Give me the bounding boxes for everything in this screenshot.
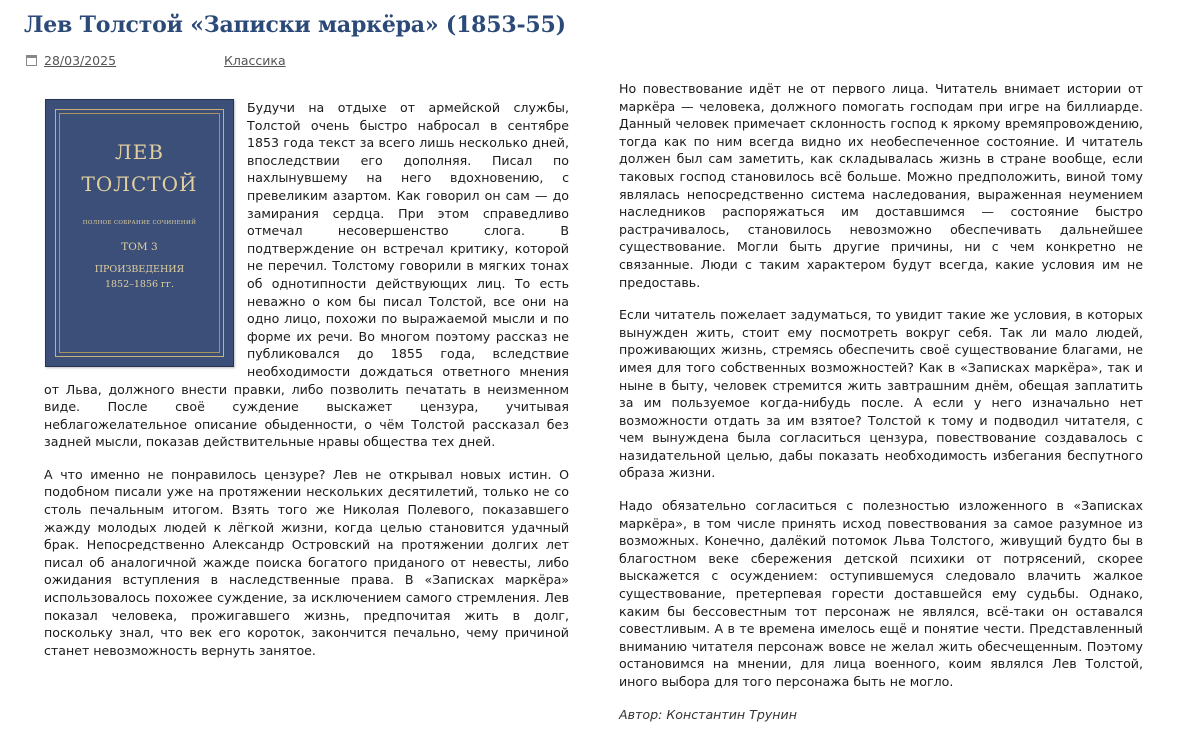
article-column-left: [44, 99, 569, 674]
cover-author-last: ТОЛСТОЙ: [81, 172, 198, 196]
paragraph: Если читатель пожелает задуматься, то увидит такие же условия, в которых вынужден жить, стоит ему посмотреть вокруг себя. Так ли мало людей, проживающих жизнь, стремясь обеспечить своё существование благами, не имея для того собственных возможностей? Как в «Записках маркёра», так и ныне в быту, человек стремится жить завтрашним днём, обещая заплатить за им пользуемое когда-нибудь после. А если у него изначально нет возможности отдать за им взятое? Толстой к тому и подводил читателя, с чем вынуждена была согласиться цензура, повествование создавалось с назидательной целью, дабы показать необходимость избегания беспутного образа жизни.: [619, 307, 1143, 481]
cover-author-first: ЛЕВ: [115, 140, 164, 164]
post-date-link[interactable]: 28/03/2025: [44, 53, 117, 68]
calendar-icon: [26, 55, 37, 66]
cover-years: 1852–1856 гг.: [104, 279, 175, 290]
article-column-right: [619, 80, 1143, 738]
cover-volume: ТОМ 3: [121, 241, 158, 253]
cover-series: ПОЛНОЕ СОБРАНИЕ СОЧИНЕНИЙ: [82, 220, 197, 226]
post-meta: [26, 53, 286, 69]
category-link[interactable]: Классика: [224, 53, 286, 68]
paragraph: Но повествование идёт не от первого лица. Читатель внимает истории от маркёра — человека, должного помогать господам при игре на биллиарде. Данный человек примечает склонность господ к яркому времяпровождению, тогда как по ним всегда видно их необеспеченное состояние. И читатель должен был сам заметить, как складывалась жизнь в стране вообще, если таковых господ становилось всё больше. Можно предположить, виной тому являлась непосредственно система наследования, выраженная неумением наследников распоряжаться им доставшимся — состояние быстро растрачивалось, становилось невозможно обеспечивать дальнейшее существование. Могли быть другие причины, ни с чем конкретно не связанные. Люди с таким характером будут всегда, какие условия им не предоставь.: [619, 81, 1143, 290]
paragraph: Надо обязательно согласиться с полезностью изложенного в «Записках маркёра», в том числе принять исход повествования за самое разумное из возможных. Конечно, далёкий потомок Льва Толстого, живущий будто бы в благостном веке сбережения детской психики от потрясений, скорее выскажется с осуждением: оступившемуся следовало влачить жалкое существование, претерпевая горести доставшейся ему судьбы. Однако, каким бы бессовестным тот персонаж не являлся, всё-таки он оставался совестливым. А в те времена имелось ещё и понятие чести. Представленный вниманию читателя персонаж вовсе не желал жить обесчещенным. Поэтому остановимся на мнении, для лица военного, коим являлся Лев Толстой, иного выбора для того персонажа быть не могло.: [619, 498, 1143, 689]
paragraph: А что именно не понравилось цензуре? Лев не открывал новых истин. О подобном писали уже на протяжении нескольких десятилетий, только не со столь печальным итогом. Взять того же Николая Полевого, показавшего жажду молодых людей к лёгкой жизни, когда целью становится удачный брак. Непосредственно Александр Островский на протяжении долгих лет писал об аналогичной жажде поиска богатого приданого от невесты, либо ожидания вступления в наследственные права. В «Записках маркёра» использовалось похожее суждение, за исключением самого стремления. Лев показал человека, прожигавшего жизнь, предпочитая жить в долг, поскольку знал, что век его короток, закончится печально, чему причиной станет невозможность вернуть занятое.: [44, 466, 569, 658]
article-title: Лев Толстой «Записки маркёра» (1853-55): [24, 12, 566, 38]
book-cover-image: [45, 99, 234, 367]
author-signature: Автор: Константин Трунин: [619, 706, 797, 722]
cover-works: ПРОИЗВЕДЕНИЯ: [94, 264, 185, 275]
paragraph: Будучи на отдыхе от армейской службы, Толстой очень быстро набросал в сентябре 1853 года текст за всего лишь несколько дней, впоследствии его дополняя. Писал по нахлынувшему на него вдохновению, с превеликим азартом. Как говорил он сам — до замирания сердца. При этом справедливо отмечал несовершенство слога. В подтверждение он встречал критику, которой не перечил. Толстому говорили в мягких тонах об однотипности действующих лиц. То есть неважно о ком бы писал Толстой, все они на одно лицо, похожи по выражаемой мысли и по форме их речи. Во многом поэтому рассказ не публиковался до 1855 года, вследствие необходимости дождаться ответного мнения от Льва, должного внести правки, либо позволить печатать в неизменном виде. После своё суждение выскажет цензура, учитывая неблагожелательное описание обыденности, о чём Толстой рассказал без задней мысли, показав действительные нравы общества тех дней.: [44, 100, 569, 450]
